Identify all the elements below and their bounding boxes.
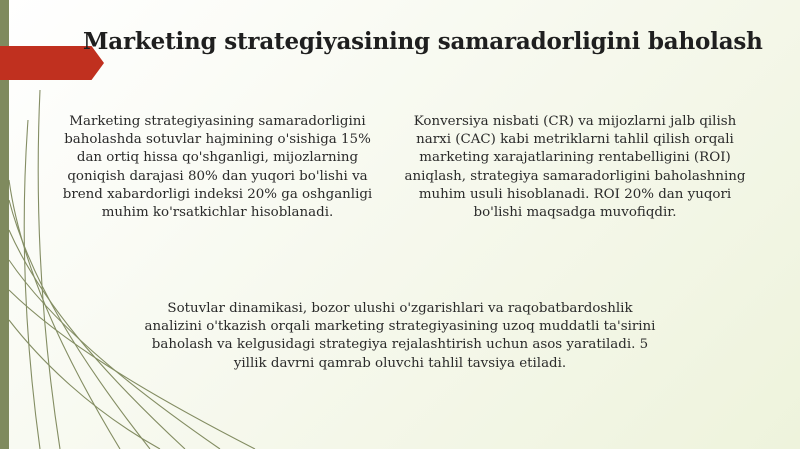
slide-title: Marketing strategiyasining samaradorligini baholash (83, 28, 763, 55)
bottom-paragraph: Sotuvlar dinamikasi, bozor ulushi o'zgarishlari va raqobatbardoshlik analizini o'tkazish orqali marketing strategiyasining uzoq muddatli ta'sirini baholash va kelgusidagi strategiya rejalashtirish uchun asos yaratiladi. 5 yillik davrni qamrab oluvchi tahlil tavsiya etiladi. (144, 301, 656, 371)
right-paragraph: Konversiya nisbati (CR) va mijozlarni jalb qilish narxi (CAC) kabi metriklarni tahlil qilish orqali marketing xarajatlarining rentabelligini (ROI) aniqlash, strategiya samaradorligini baholashning muhim usuli hisoblanadi. ROI 20% dan yuqori bo'lishi maqsadga muvofiqdir. (404, 114, 746, 221)
left-paragraph: Marketing strategiyasining samaradorligini baholashda sotuvlar hajmining o'sishiga 15% dan ortiq hissa qo'shganligi, mijozlarning qoniqish darajasi 80% dan yuqori bo'lishi va brend xabardorligi indeksi 20% ga oshganligi muhim ko'rsatkichlar hisoblanadi. (62, 114, 373, 221)
